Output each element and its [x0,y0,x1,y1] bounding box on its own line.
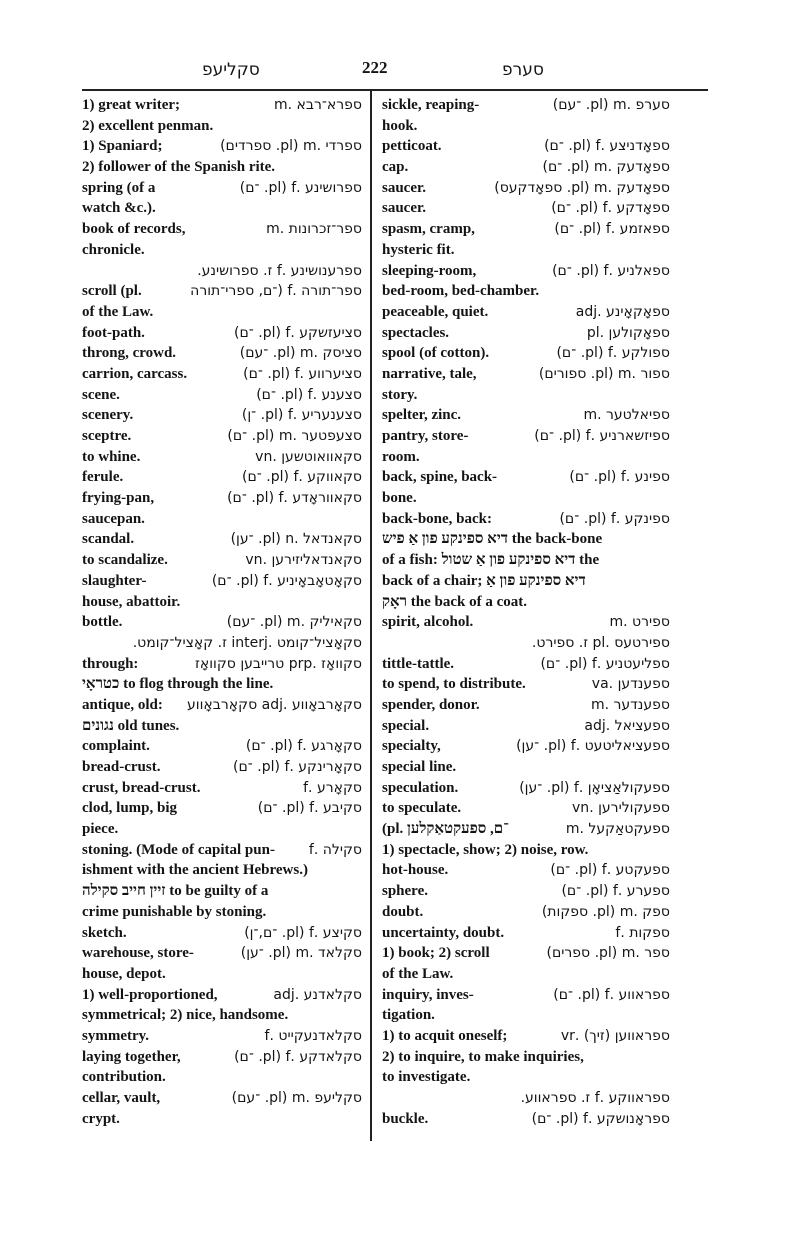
dictionary-line [82,385,362,406]
yiddish-headword: ספאָדקע .f (pl. ־ם) [551,200,670,217]
english-gloss: crust, bread-crust. [82,779,201,796]
yiddish-headword: ספיאלטער .m [583,407,670,424]
english-gloss: sphere. [382,883,428,900]
dictionary-line [82,840,362,861]
english-gloss: bed-room, bed-chamber. [382,283,540,300]
yiddish-headword: סציעזשקע .f (pl. ־ם) [233,324,362,341]
dictionary-line [382,405,670,426]
dictionary-line [382,964,670,985]
dictionary-line [382,488,670,509]
yiddish-headword: סקאווקע .f (pl. ־ם) [242,469,362,486]
dictionary-line [82,757,362,778]
yiddish-headword: סצענע .f (pl. ־ם) [256,386,362,403]
yiddish-headword: ספרדי .m (pl. ספרדים) [220,138,362,155]
english-gloss: spool (of cotton). [382,345,490,362]
english-gloss: through: [82,655,139,672]
english-gloss: to whine. [82,448,141,465]
english-gloss: scene. [82,386,120,403]
english-gloss: spasm, cramp, [382,221,475,238]
dictionary-line [382,923,670,944]
right-column [382,95,670,1129]
dictionary-line [82,1005,362,1026]
english-gloss: back of a chair; דיא ספינקע פון אַ [382,572,586,589]
dictionary-line [82,571,362,592]
yiddish-headword: ספור .m (pl. ספורים) [538,365,670,382]
english-gloss: saucer. [382,200,427,217]
dictionary-line [382,116,670,137]
yiddish-headword: ספאָדעק .m (pl. ־ם) [542,159,670,176]
english-gloss: bottle. [82,614,123,631]
english-gloss: carrion, carcass. [82,365,188,382]
dictionary-line [382,943,670,964]
yiddish-headword: ספרענושינע .f ז. ספרושינע. [197,262,362,279]
dictionary-line [382,343,670,364]
dictionary-line [82,364,362,385]
dictionary-line [382,261,670,282]
yiddish-headword: סקוואָז .prp טרייבען סקוואָז [195,655,362,672]
dictionary-line [82,261,362,282]
yiddish-headword: ספעקטאַקעל .m [565,821,670,838]
yiddish-headword: ספענדער .m [590,696,670,713]
dictionary-line [82,1026,362,1047]
english-gloss: house, abattoir. [82,593,181,610]
yiddish-headword: ספעציאל .adj [584,717,670,734]
yiddish-headword: סקאָרינקע .f (pl. ־ם) [233,759,362,775]
yiddish-headword: ספערע .f (pl. ־ם) [561,883,670,900]
dictionary-line [82,633,362,654]
dictionary-line [82,592,362,613]
dictionary-line [382,1026,670,1047]
english-gloss: ראָק the back of a coat. [382,593,528,610]
english-gloss: כטראָי to flog through the line. [82,676,274,693]
yiddish-headword: סציסק .m (pl. ־עם) [239,345,362,362]
dictionary-line [382,654,670,675]
dictionary-line [82,612,362,633]
header-rule [82,89,708,91]
yiddish-headword: ספראווען (זיך) .vr [560,1027,670,1044]
dictionary-line [82,902,362,923]
dictionary-line [382,1109,670,1130]
english-gloss: house, depot. [82,965,166,982]
dictionary-line [382,136,670,157]
english-gloss: antique, old: [82,696,163,713]
dictionary-line [82,95,362,116]
yiddish-headword: סקאָטאָבאָיניע .f (pl. ־ם) [211,572,362,589]
column-divider [370,91,372,1141]
yiddish-headword: סקאווראָדע .f (pl. ־ם) [227,490,362,507]
dictionary-line [82,860,362,881]
dictionary-line [82,281,362,302]
english-gloss: 1) great writer; [82,97,180,113]
english-gloss: 1) to acquit oneself; [382,1027,508,1044]
dictionary-line [82,198,362,219]
header-left-guideword: סקליעפ [202,60,260,80]
dictionary-line [382,240,670,261]
english-gloss: watch &c.). [82,200,156,217]
dictionary-line [82,923,362,944]
english-gloss: scandal. [82,531,135,548]
english-gloss: doubt. [382,903,424,920]
english-gloss: specialty, [382,738,441,755]
english-gloss: cellar, vault, [82,1090,161,1106]
english-gloss: back-bone, back: [382,510,493,527]
dictionary-line [382,385,670,406]
dictionary-line [382,592,670,613]
yiddish-headword: ספעקטע .f (pl. ־ם) [550,862,670,879]
english-gloss: throng, crowd. [82,345,177,362]
dictionary-line [382,985,670,1006]
yiddish-headword: סקאנדאל .n (pl. ־ען) [230,531,362,548]
dictionary-line [82,467,362,488]
english-gloss: chronicle. [82,241,145,258]
dictionary-line [82,509,362,530]
dictionary-line [382,178,670,199]
dictionary-line [382,612,670,633]
dictionary-line [382,674,670,695]
dictionary-line [382,157,670,178]
yiddish-headword: סקילה .f [308,841,362,858]
english-gloss: spring (of a [82,179,156,196]
english-gloss: spectacles. [382,324,450,341]
english-gloss: spender, donor. [382,696,480,713]
yiddish-headword: ספר־זכרונות .m [266,221,362,238]
yiddish-headword: ספראווקע .f ז. ספראווע. [520,1090,670,1106]
yiddish-headword: סקאנדאליזירען .vn [245,552,362,569]
yiddish-headword: ספולקע .f (pl. ־ם) [556,345,670,362]
dictionary-line [82,964,362,985]
yiddish-headword: סקלאדקע .f (pl. ־ם) [234,1048,362,1065]
dictionary-line [382,302,670,323]
dictionary-line [382,716,670,737]
english-gloss: 1) spectacle, show; 2) noise, row. [382,841,589,858]
dictionary-line [82,488,362,509]
yiddish-headword: סקלאדנעקייט .f [264,1027,362,1044]
dictionary-line [82,881,362,902]
yiddish-headword: סקלאדנע .adj [273,986,362,1003]
yiddish-headword: ספק .m (pl. ספקות) [541,903,670,920]
dictionary-line [382,1005,670,1026]
english-gloss: frying-pan, [82,490,155,507]
english-gloss: crypt. [82,1110,120,1127]
dictionary-line [382,447,670,468]
dictionary-line [82,1067,362,1088]
english-gloss: narrative, tale, [382,365,477,382]
yiddish-headword: ספאלניע .f (pl. ־ם) [552,262,670,279]
dictionary-line [82,240,362,261]
dictionary-line [382,819,670,840]
english-gloss: 1) book; 2) scroll [382,945,490,962]
yiddish-headword: ספאָקולען .pl [586,324,670,341]
yiddish-headword: ספר .m (pl. ספרים) [546,945,670,962]
yiddish-headword: ספינע .f (pl. ־ם) [569,469,670,486]
dictionary-line [82,674,362,695]
yiddish-headword: סציערווע .f (pl. ־ם) [243,365,362,382]
yiddish-headword: ספרא־רבא .m [273,97,362,113]
dictionary-line [382,736,670,757]
english-gloss: to scandalize. [82,552,168,569]
yiddish-headword: ספראָנושקע .f (pl. ־ם) [531,1110,670,1127]
yiddish-headword: ספאזמע .f (pl. ־ם) [554,221,670,238]
english-gloss: bone. [382,490,417,507]
english-gloss: of a fish: דיא ספינקע פון אַ שטול the [382,552,600,569]
english-gloss: peaceable, quiet. [382,303,489,320]
dictionary-line [382,695,670,716]
dictionary-line [82,716,362,737]
yiddish-headword: ספר־תורה .f (־ם, ספרי־תורה [190,283,362,300]
english-gloss: זיין חייב סקילה to be guilty of a [82,883,269,900]
english-gloss: special line. [382,759,457,775]
yiddish-headword: ספעקולירען .vn [572,800,670,817]
english-gloss: inquiry, inves- [382,986,474,1003]
english-gloss: to investigate. [382,1069,471,1086]
yiddish-headword: סצענעריע .f (pl. ־ן) [241,407,362,424]
english-gloss: 1) Spaniard; [82,138,163,155]
dictionary-line [82,178,362,199]
yiddish-headword: ספאָקאָינע .adj [575,303,670,320]
english-gloss: bread-crust. [82,759,161,775]
yiddish-headword: סקאוואוטשען .vn [255,448,362,465]
yiddish-headword: סקאָציל־קומט .interj ז. קאָציל־קומט. [132,634,362,651]
dictionary-line [82,550,362,571]
yiddish-headword: סקלאד .m (pl. ־ען) [240,945,362,962]
dictionary-line [82,695,362,716]
english-gloss: piece. [82,821,119,838]
english-gloss: petticoat. [382,138,442,155]
dictionary-line [382,1067,670,1088]
english-gloss: crime punishable by stoning. [82,903,267,920]
english-gloss: contribution. [82,1069,166,1086]
english-gloss: hook. [382,117,418,134]
dictionary-line [82,136,362,157]
english-gloss: tigation. [382,1007,435,1024]
dictionary-line [82,157,362,178]
dictionary-line [82,343,362,364]
yiddish-headword: ספינקע .f (pl. ־ם) [559,510,670,527]
english-gloss: scenery. [82,407,134,424]
english-gloss: laying together, [82,1048,181,1065]
dictionary-line [82,1109,362,1130]
english-gloss: to spend, to distribute. [382,676,526,693]
english-gloss: room. [382,448,420,465]
dictionary-line [382,467,670,488]
dictionary-line [82,654,362,675]
dictionary-line [382,95,670,116]
dictionary-line [382,364,670,385]
dictionary-line [82,447,362,468]
english-gloss: saucepan. [82,510,145,527]
dictionary-line [382,426,670,447]
dictionary-line [382,902,670,923]
english-gloss: saucer. [382,179,427,196]
english-gloss: tittle-tattle. [382,655,455,672]
english-gloss: clod, lump, big [82,800,178,817]
english-gloss: stoning. (Mode of capital pun- [82,841,275,858]
yiddish-headword: סקאיליק .m (pl. ־עם) [226,614,362,631]
yiddish-headword: סקאָרבאָווע .adj סקאָרבאָווע [187,696,362,713]
english-gloss: scroll (pl. [82,283,142,300]
english-gloss: special. [382,717,430,734]
english-gloss: cap. [382,159,409,176]
yiddish-headword: סקיבע .f (pl. ־ם) [257,800,362,817]
dictionary-line [82,323,362,344]
dictionary-line [82,529,362,550]
yiddish-headword: סקאָרגע .f (pl. ־ם) [245,738,362,755]
dictionary-line [82,736,362,757]
dictionary-line [82,985,362,1006]
english-gloss: of the Law. [382,965,454,982]
dictionary-line [82,943,362,964]
yiddish-headword: סערפ .m (pl. ־עם) [552,97,670,113]
dictionary-line [382,633,670,654]
english-gloss: back, spine, back- [382,469,498,486]
english-gloss: slaughter- [82,572,147,589]
running-header [82,60,708,86]
english-gloss: (pl. ־ם, ספעקטאַקלען [382,821,509,838]
yiddish-headword: סקליעפ .m (pl. ־עם) [231,1090,362,1106]
dictionary-line [382,1088,670,1109]
yiddish-headword: סקיצע .f (pl. ־ם,־ן) [244,924,362,941]
dictionary-line [382,798,670,819]
dictionary-line [382,281,670,302]
english-gloss: story. [382,386,418,403]
english-gloss: warehouse, store- [82,945,194,962]
dictionary-line [82,405,362,426]
english-gloss: spelter, zinc. [382,407,462,424]
english-gloss: sceptre. [82,428,132,444]
english-gloss: pantry, store- [382,428,469,444]
english-gloss: book of records, [82,221,186,238]
english-gloss: sleeping-room, [382,262,477,279]
yiddish-headword: סקאָרע .f [303,779,362,796]
english-gloss: נגונים old tunes. [82,717,180,734]
english-gloss: 1) well-proportioned, [82,986,218,1003]
english-gloss: spirit, alcohol. [382,614,474,631]
header-right-guideword: סערפ [502,60,544,80]
english-gloss: speculation. [382,779,459,796]
english-gloss: complaint. [82,738,150,755]
english-gloss: hot-house. [382,862,449,879]
yiddish-headword: ספליעטניע .f (pl. ־ם) [540,655,670,672]
yiddish-headword: ספעציאליטעט .f (pl. ־ען) [516,738,670,755]
yiddish-headword: ספקות .f [615,924,670,941]
yiddish-headword: ספענדען .va [591,676,670,693]
dictionary-line [382,219,670,240]
english-gloss: 2) follower of the Spanish rite. [82,159,276,176]
english-gloss: ferule. [82,469,124,486]
english-gloss: buckle. [382,1110,429,1127]
yiddish-headword: ספאָדעק .m (pl. ספאָדקעס) [494,179,670,196]
english-gloss: דיא ספינקע פון אַ פיש the back-bone [382,531,603,548]
yiddish-headword: ספאָדניצע .f (pl. ־ם) [544,138,670,155]
dictionary-line [382,881,670,902]
dictionary-line [382,1047,670,1068]
english-gloss: of the Law. [82,303,154,320]
yiddish-headword: ספראווע .f (pl. ־ם) [553,986,670,1003]
yiddish-headword: ספירט .m [609,614,670,631]
dictionary-line [82,219,362,240]
left-column [82,95,362,1129]
dictionary-line [382,529,670,550]
english-gloss: symmetry. [82,1027,150,1044]
page-number: 222 [362,58,388,77]
yiddish-headword: ספעקולאַציאָן .f (pl. ־ען) [519,779,670,796]
english-gloss: foot-path. [82,324,145,341]
yiddish-headword: סצעפטער .m (pl. ־ם) [227,428,362,444]
dictionary-line [82,798,362,819]
dictionary-line [382,778,670,799]
dictionary-line [382,198,670,219]
dictionary-line [382,323,670,344]
dictionary-line [82,1088,362,1109]
yiddish-headword: ספירטעס .pl ז. ספירט. [531,634,670,651]
english-gloss: hysteric fit. [382,241,455,258]
dictionary-line [82,778,362,799]
english-gloss: sickle, reaping- [382,97,480,113]
english-gloss: to speculate. [382,800,462,817]
english-gloss: 2) excellent penman. [82,117,214,134]
english-gloss: sketch. [82,924,127,941]
dictionary-line [382,840,670,861]
dictionary-line [82,819,362,840]
dictionary-line [382,757,670,778]
dictionary-line [382,571,670,592]
dictionary-line [82,1047,362,1068]
dictionary-line [82,426,362,447]
yiddish-headword: ספרושינע .f (pl. ־ם) [239,179,362,196]
english-gloss: ishment with the ancient Hebrews.) [82,862,308,879]
english-gloss: uncertainty, doubt. [382,924,505,941]
dictionary-line [82,116,362,137]
dictionary-line [82,302,362,323]
english-gloss: 2) to inquire, to make inquiries, [382,1048,584,1065]
english-gloss: symmetrical; 2) nice, handsome. [82,1007,289,1024]
dictionary-line [382,509,670,530]
dictionary-line [382,550,670,571]
dictionary-line [382,860,670,881]
yiddish-headword: ספיזשארניע .f (pl. ־ם) [534,428,670,444]
